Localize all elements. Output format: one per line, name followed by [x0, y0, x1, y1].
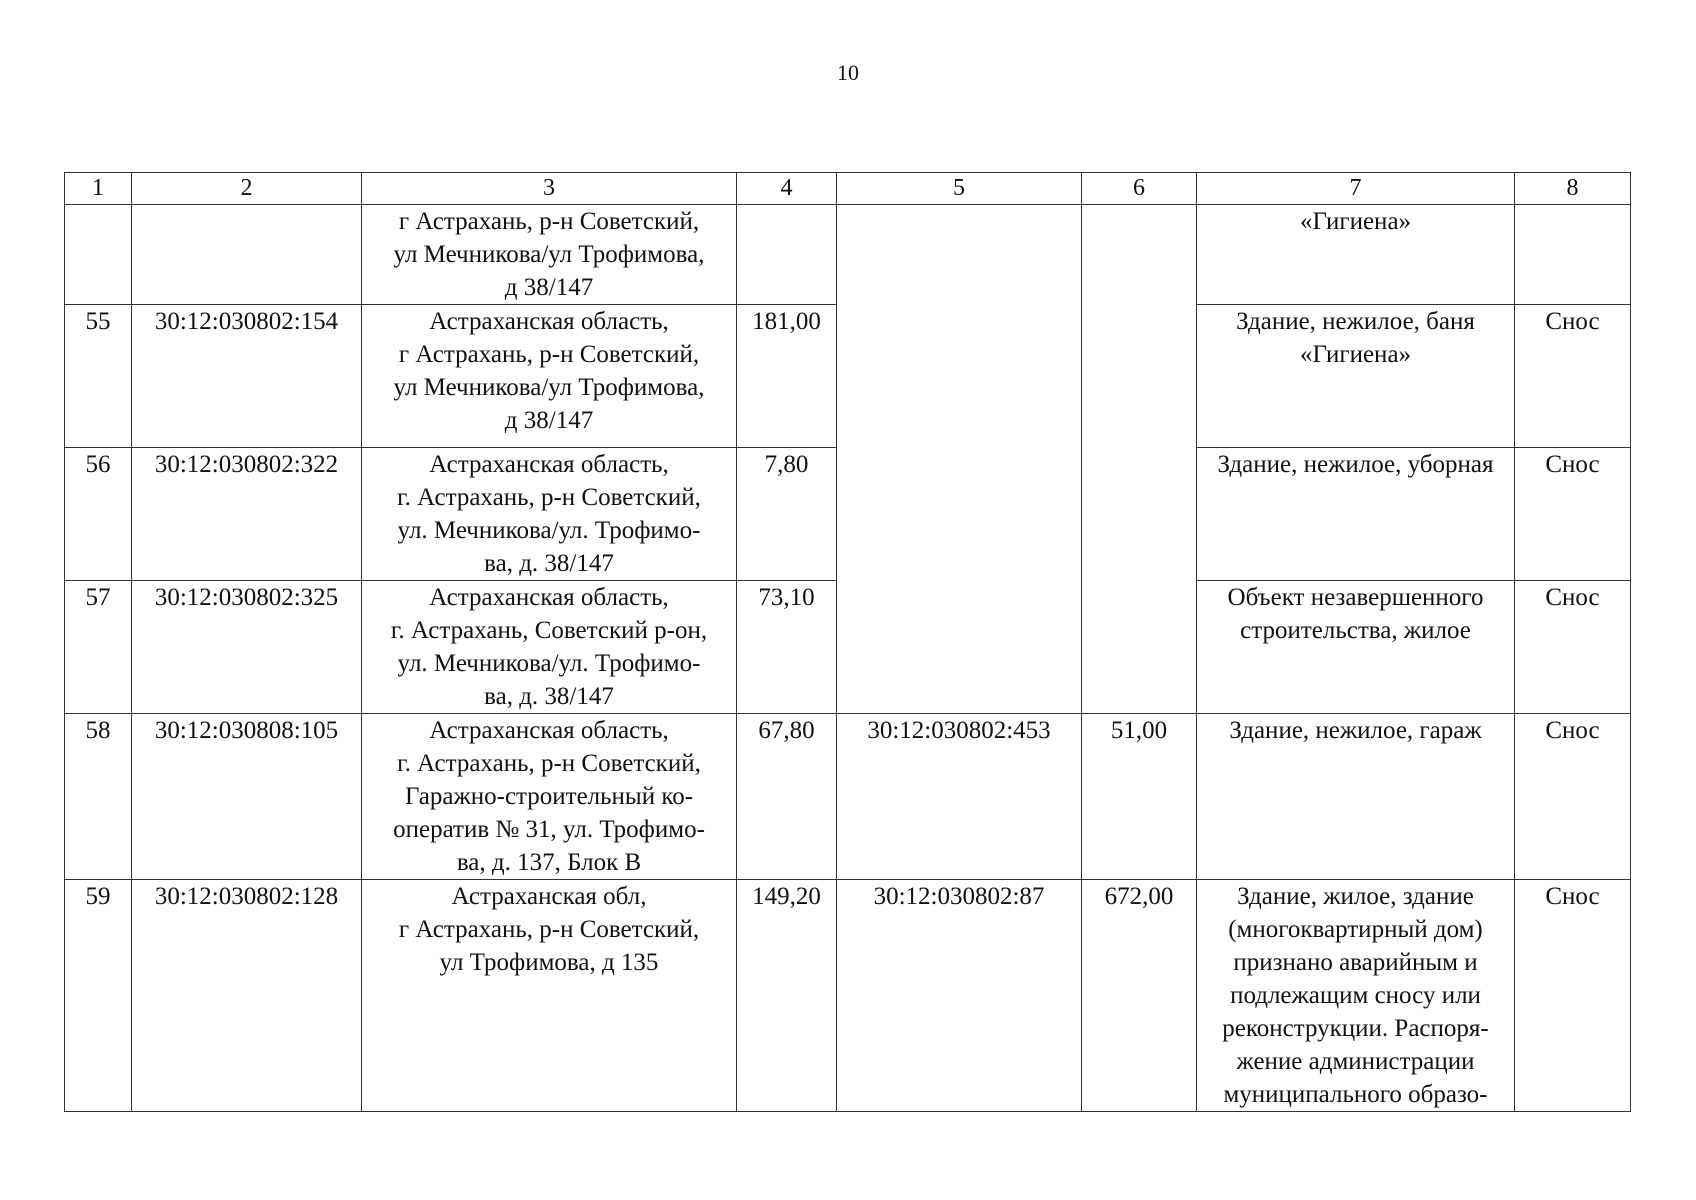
description-cell: «Гигиена»	[1197, 205, 1515, 305]
area-cell: 67,80	[737, 714, 837, 880]
land-cadastral-number-cell: 30:12:030802:87	[837, 880, 1082, 1112]
land-area-cell: 51,00	[1082, 714, 1197, 880]
page-number: 10	[837, 60, 859, 85]
area-cell: 181,00	[737, 305, 837, 448]
area-cell	[737, 205, 837, 305]
address-cell: г Астрахань, р-н Советский, ул Мечникова/ул Трофимова, д 38/147	[362, 205, 737, 305]
land-area-cell: 672,00	[1082, 880, 1197, 1112]
area-cell: 73,10	[737, 581, 837, 714]
address-cell: Астраханская область, г. Астрахань, р-н Советский, ул. Мечникова/ул. Трофимо- ва, д. 38/147	[362, 448, 737, 581]
address-cell: Астраханская область, г Астрахань, р-н Советский, ул Мечникова/ул Трофимова, д 38/147	[362, 305, 737, 448]
column-number-header: 4	[737, 173, 837, 205]
column-number-header: 3	[362, 173, 737, 205]
description-cell: Здание, нежилое, уборная	[1197, 448, 1515, 581]
action-cell: Снос	[1515, 714, 1631, 880]
cadastral-number-cell: 30:12:030802:128	[132, 880, 362, 1112]
address-cell: Астраханская область, г. Астрахань, Советский р-он, ул. Мечникова/ул. Трофимо- ва, д. 38/147	[362, 581, 737, 714]
column-number-header-row	[65, 173, 1631, 205]
column-number-header: 5	[837, 173, 1082, 205]
row-number-cell: 59	[65, 880, 132, 1112]
row-number-cell	[65, 205, 132, 305]
land-cadastral-number-cell	[837, 205, 1082, 714]
address-cell: Астраханская обл, г Астрахань, р-н Советский, ул Трофимова, д 135	[362, 880, 737, 1112]
cadastral-number-cell: 30:12:030802:154	[132, 305, 362, 448]
description-cell: Здание, нежилое, гараж	[1197, 714, 1515, 880]
description-cell: Здание, нежилое, баня «Гигиена»	[1197, 305, 1515, 448]
column-number-header: 8	[1515, 173, 1631, 205]
row-number-cell: 58	[65, 714, 132, 880]
column-number-header: 2	[132, 173, 362, 205]
action-cell: Снос	[1515, 880, 1631, 1112]
action-cell: Снос	[1515, 305, 1631, 448]
cadastral-number-cell: 30:12:030808:105	[132, 714, 362, 880]
column-number-header: 6	[1082, 173, 1197, 205]
row-number-cell: 55	[65, 305, 132, 448]
action-cell: Снос	[1515, 581, 1631, 714]
land-cadastral-number-cell: 30:12:030802:453	[837, 714, 1082, 880]
table-row	[65, 880, 1631, 1112]
land-area-cell	[1082, 205, 1197, 714]
action-cell	[1515, 205, 1631, 305]
table-row-continuation	[65, 205, 1631, 305]
row-number-cell: 57	[65, 581, 132, 714]
address-cell: Астраханская область, г. Астрахань, р-н Советский, Гаражно-строительный ко- оператив № 31, ул. Трофимо- ва, д. 137, Блок В	[362, 714, 737, 880]
cadastral-number-cell	[132, 205, 362, 305]
description-cell: Объект незавершенного строительства, жилое	[1197, 581, 1515, 714]
row-number-cell: 56	[65, 448, 132, 581]
action-cell: Снос	[1515, 448, 1631, 581]
column-number-header: 7	[1197, 173, 1515, 205]
cadastral-number-cell: 30:12:030802:325	[132, 581, 362, 714]
column-number-header: 1	[65, 173, 132, 205]
table-row	[65, 714, 1631, 880]
description-cell: Здание, жилое, здание (многоквартирный дом) признано аварийным и подлежащим сносу или реконструкции. Распоря- жение администрации муниципального образо-	[1197, 880, 1515, 1112]
cadastral-number-cell: 30:12:030802:322	[132, 448, 362, 581]
property-register-table	[64, 172, 1631, 1112]
area-cell: 149,20	[737, 880, 837, 1112]
area-cell: 7,80	[737, 448, 837, 581]
